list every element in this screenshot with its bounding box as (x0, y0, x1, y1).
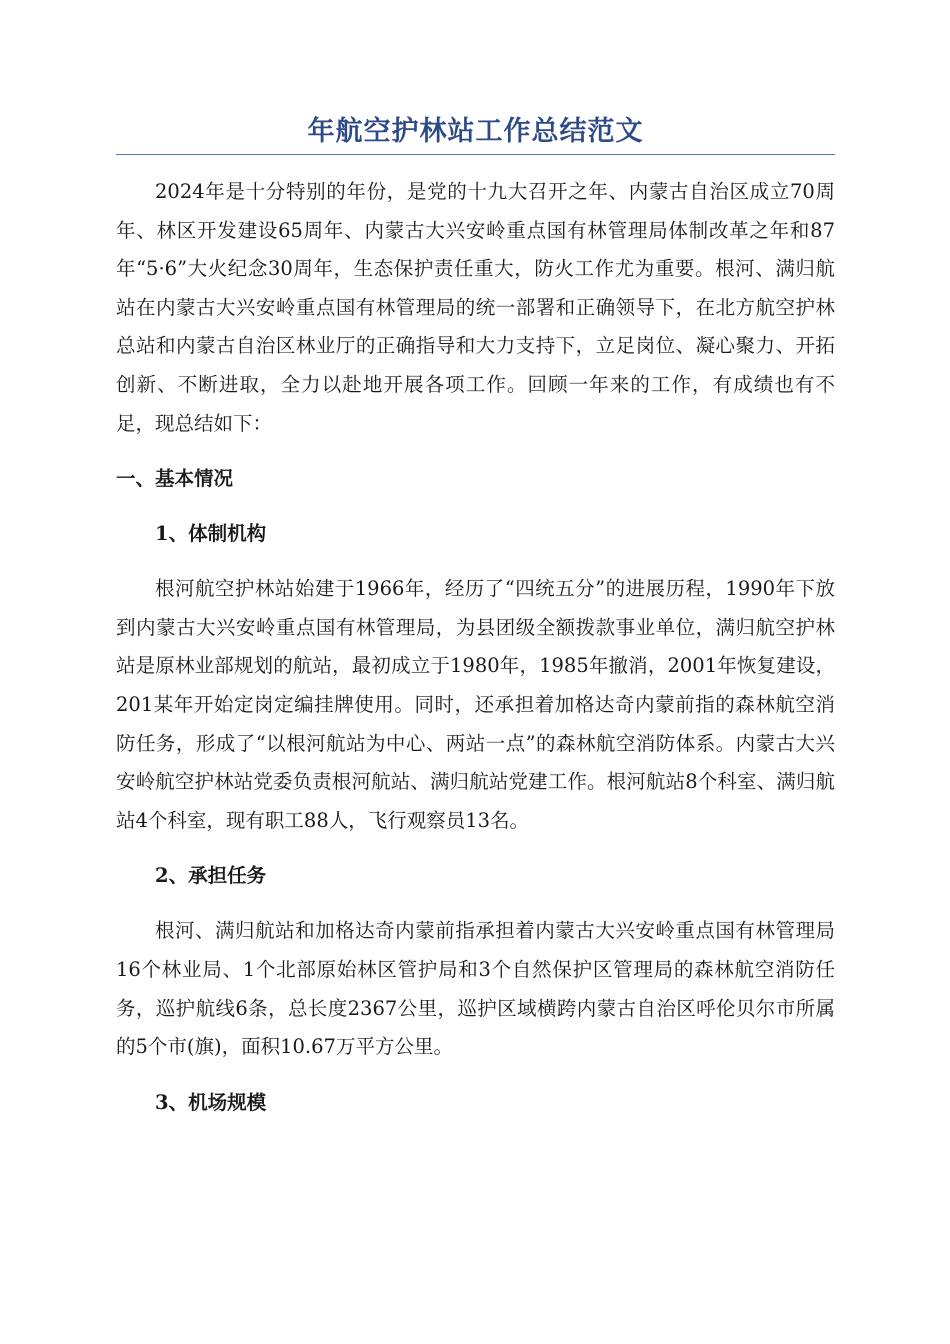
document-title: 年航空护林站工作总结范文 (307, 116, 644, 147)
paragraph-tasks: 根河、满归航站和加格达奇内蒙前指承担着内蒙古大兴安岭重点国有林管理局16个林业局、1个北部原始林区管护局和3个自然保护区管理局的森林航空消防任务，巡护航线6条，总长度2367公里，巡护区域横跨内蒙古自治区呼伦贝尔市所属的5个市(旗)，面积10.67万平方公里。 (116, 919, 835, 1059)
document-page (116, 0, 835, 1122)
spacer (116, 895, 835, 912)
spacer (116, 553, 835, 570)
paragraph-institution: 根河航空护林站始建于1966年，经历了“四统五分”的进展历程，1990年下放到内蒙古大兴安岭重点国有林管理局，为县团级全额拨款事业单位，满归航空护林站是原林业部规划的航站，最初成立于1980年，1985年撤消，2001年恢复建设，201某年开始定岗定编挂牌使用。同时，还承担着加格达奇内蒙前指的森林航空消防任务，形成了“以根河航站为中心、两站一点”的森林航空消防体系。内蒙古大兴安岭航空护林站党委负责根河航站、满归航站党建工作。根河航站8个科室、满归航站4个科室，现有职工88人，飞行观察员13名。 (116, 577, 835, 832)
spacer (116, 1067, 835, 1084)
spacer (116, 498, 835, 515)
spacer (116, 840, 835, 857)
subheading-airport-scale: 3、机场规模 (155, 1090, 267, 1114)
subheading-tasks: 2、承担任务 (155, 864, 267, 888)
section-heading-basic-info: 一、基本情况 (116, 467, 234, 491)
title-underline (116, 154, 835, 155)
intro-paragraph: 2024年是十分特别的年份，是党的十九大召开之年、内蒙古自治区成立70周年、林区开发建设65周年、内蒙古大兴安岭重点国有林管理局体制改革之年和87年“5·6”大火纪念30周年，生态保护责任重大，防火工作尤为重要。根河、满归航站在内蒙古大兴安岭重点国有林管理局的统一部署和正确领导下，在北方航空护林总站和内蒙古自治区林业厅的正确指导和大力支持下，立足岗位、凝心聚力、开拓创新、不断进取，全力以赴地开展各项工作。回顾一年来的工作，有成绩也有不足，现总结如下： (116, 180, 835, 435)
subheading-institution: 1、体制机构 (155, 522, 267, 546)
spacer (116, 443, 835, 460)
